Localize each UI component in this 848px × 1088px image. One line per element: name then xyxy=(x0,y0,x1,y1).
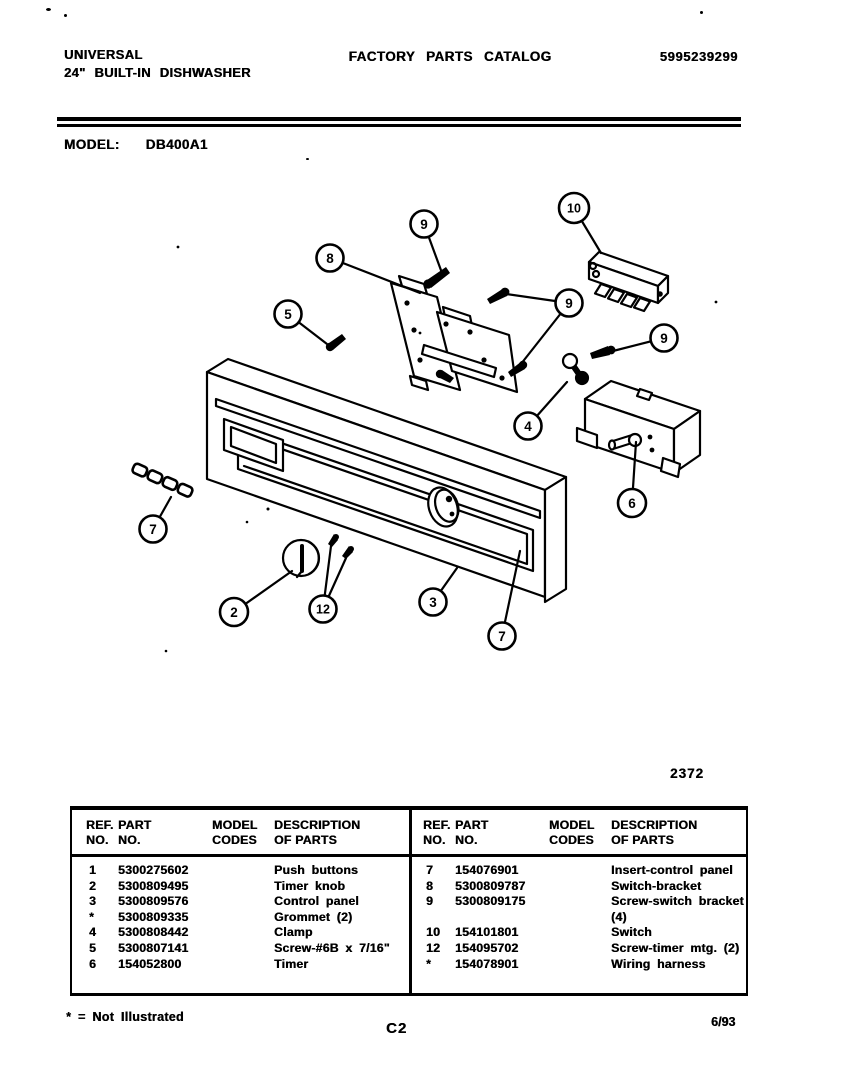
svg-text:9: 9 xyxy=(660,330,668,346)
product-name: 24" BUILT-IN DISHWASHER xyxy=(64,65,251,80)
scan-speck xyxy=(700,11,703,14)
description-cell: Timer knob xyxy=(274,878,346,893)
description-cell: Screw-switch bracket (4) xyxy=(611,894,744,924)
model-codes-cell xyxy=(212,894,274,910)
brand-name: UNIVERSAL xyxy=(64,47,143,62)
description-cell: Push buttons xyxy=(274,863,358,877)
ref-no-cell: 2 xyxy=(89,878,97,893)
part-no-cell: 154095702 xyxy=(455,940,519,955)
table-row xyxy=(86,879,409,895)
ref-no-cell: 9 xyxy=(426,894,434,909)
callout-4 xyxy=(515,413,542,440)
part-no-cell: 5300809787 xyxy=(455,878,526,893)
svg-text:9: 9 xyxy=(420,216,428,232)
svg-text:2: 2 xyxy=(230,604,238,620)
svg-text:12: 12 xyxy=(316,602,330,617)
scan-speck xyxy=(306,158,309,160)
push-buttons-drawing xyxy=(131,463,193,498)
part-no-cell: 5300809335 xyxy=(118,909,189,924)
column-header: PART NO. xyxy=(118,818,152,847)
description-cell: Control panel xyxy=(274,894,359,909)
scan-speck xyxy=(64,14,67,17)
description-cell: Screw-timer mtg. (2) xyxy=(611,940,740,955)
callout-10 xyxy=(559,193,589,223)
description-cell: Wiring harness xyxy=(611,956,706,971)
svg-text:10: 10 xyxy=(567,201,581,216)
model-label: MODEL: xyxy=(64,137,120,152)
header-rule-top xyxy=(57,117,741,121)
date-code: 6/93 xyxy=(711,1015,736,1029)
callout-7 xyxy=(489,623,516,650)
table-body xyxy=(72,857,409,972)
model-line xyxy=(64,137,208,152)
catalog-number: 5995239299 xyxy=(659,49,738,64)
table-row xyxy=(423,925,746,941)
svg-text:5: 5 xyxy=(284,306,292,322)
ref-no-cell: * xyxy=(89,909,94,924)
callout-2 xyxy=(220,598,248,626)
table-row xyxy=(423,879,746,895)
svg-text:8: 8 xyxy=(326,250,334,266)
table-row xyxy=(423,863,746,879)
svg-text:7: 7 xyxy=(498,628,506,644)
part-no-cell: 154052800 xyxy=(118,956,182,971)
callout-9 xyxy=(651,325,678,352)
part-no-cell: 154076901 xyxy=(455,863,519,877)
callout-9 xyxy=(556,290,583,317)
model-codes-cell xyxy=(212,863,274,879)
switch-drawing xyxy=(589,252,668,311)
callout-9 xyxy=(411,211,438,238)
table-body xyxy=(409,857,746,972)
table-header xyxy=(72,810,409,857)
ref-no-cell: 6 xyxy=(89,956,97,971)
column-header: DESCRIPTION OF PARTS xyxy=(611,818,698,847)
model-codes-cell xyxy=(212,957,274,973)
callout-3 xyxy=(420,589,447,616)
ref-no-cell: 12 xyxy=(426,940,441,955)
clamp-drawing xyxy=(563,354,588,384)
scan-speck xyxy=(46,8,51,11)
column-header: REF. NO. xyxy=(86,818,114,847)
column-header: MODEL CODES xyxy=(549,818,595,847)
description-cell: Clamp xyxy=(274,925,313,940)
ref-no-cell: 10 xyxy=(426,925,441,940)
table-row xyxy=(86,925,409,941)
callout-5 xyxy=(275,301,302,328)
model-codes-cell xyxy=(212,879,274,895)
callout-12 xyxy=(310,596,337,623)
ref-no-cell: 3 xyxy=(89,894,97,909)
part-no-cell: 5300809576 xyxy=(118,894,189,909)
section-page-ref: 2372 xyxy=(670,766,705,781)
callout-6 xyxy=(618,489,646,517)
callout-8 xyxy=(317,245,344,272)
control-panel-drawing xyxy=(207,359,566,602)
timer-knob-drawing xyxy=(283,540,319,577)
ref-no-cell: 4 xyxy=(89,925,97,940)
not-illustrated-footnote: * = Not Illustrated xyxy=(66,1010,184,1024)
svg-text:6: 6 xyxy=(628,495,636,511)
model-number: DB400A1 xyxy=(145,137,208,152)
description-cell: Switch xyxy=(611,925,652,940)
column-header: PART NO. xyxy=(455,818,489,847)
model-codes-cell xyxy=(549,941,611,957)
description-cell: Switch-bracket xyxy=(611,878,702,893)
table-row xyxy=(86,910,409,926)
svg-text:3: 3 xyxy=(429,594,437,610)
svg-text:4: 4 xyxy=(524,418,532,434)
description-cell: Screw-#6B x 7/16" xyxy=(274,940,390,955)
ref-no-cell: 1 xyxy=(89,863,97,877)
table-header xyxy=(409,810,746,857)
model-codes-cell xyxy=(212,910,274,926)
part-no-cell: 154078901 xyxy=(455,956,519,971)
part-no-cell: 5300809175 xyxy=(455,894,526,909)
table-row xyxy=(423,941,746,957)
svg-text:7: 7 xyxy=(149,521,157,537)
exploded-parts-diagram xyxy=(130,180,750,660)
ref-no-cell: 8 xyxy=(426,878,434,893)
table-row xyxy=(423,957,746,973)
svg-text:9: 9 xyxy=(565,295,573,311)
description-cell: Grommet (2) xyxy=(274,909,353,924)
document-title: FACTORY PARTS CATALOG xyxy=(348,49,552,64)
timer-drawing xyxy=(577,381,700,477)
callout-7 xyxy=(140,516,167,543)
ref-no-cell: * xyxy=(426,956,431,971)
model-codes-cell xyxy=(549,957,611,973)
column-header: REF. NO. xyxy=(423,818,451,847)
part-no-cell: 154101801 xyxy=(455,925,519,940)
column-header: MODEL CODES xyxy=(212,818,258,847)
table-row xyxy=(86,957,409,973)
description-cell: Timer xyxy=(274,956,309,971)
parts-table xyxy=(70,806,748,996)
table-row xyxy=(86,863,409,879)
model-codes-cell xyxy=(549,894,611,925)
column-header: DESCRIPTION OF PARTS xyxy=(274,818,361,847)
part-no-cell: 5300808442 xyxy=(118,925,189,940)
page-code: C2 xyxy=(386,1020,408,1037)
table-row xyxy=(86,941,409,957)
model-codes-cell xyxy=(212,941,274,957)
model-codes-cell xyxy=(549,879,611,895)
model-codes-cell xyxy=(549,925,611,941)
parts-table-left xyxy=(72,810,409,993)
part-no-cell: 5300809495 xyxy=(118,878,189,893)
model-codes-cell xyxy=(212,925,274,941)
parts-table-right xyxy=(409,810,746,993)
table-row xyxy=(423,894,746,925)
header-rule-bottom xyxy=(57,124,741,127)
part-no-cell: 5300275602 xyxy=(118,863,189,877)
part-no-cell: 5300807141 xyxy=(118,940,189,955)
model-codes-cell xyxy=(549,863,611,879)
table-row xyxy=(86,894,409,910)
ref-no-cell: 7 xyxy=(426,863,434,877)
table-column-divider xyxy=(409,810,412,993)
ref-no-cell: 5 xyxy=(89,940,97,955)
description-cell: Insert-control panel xyxy=(611,863,733,877)
